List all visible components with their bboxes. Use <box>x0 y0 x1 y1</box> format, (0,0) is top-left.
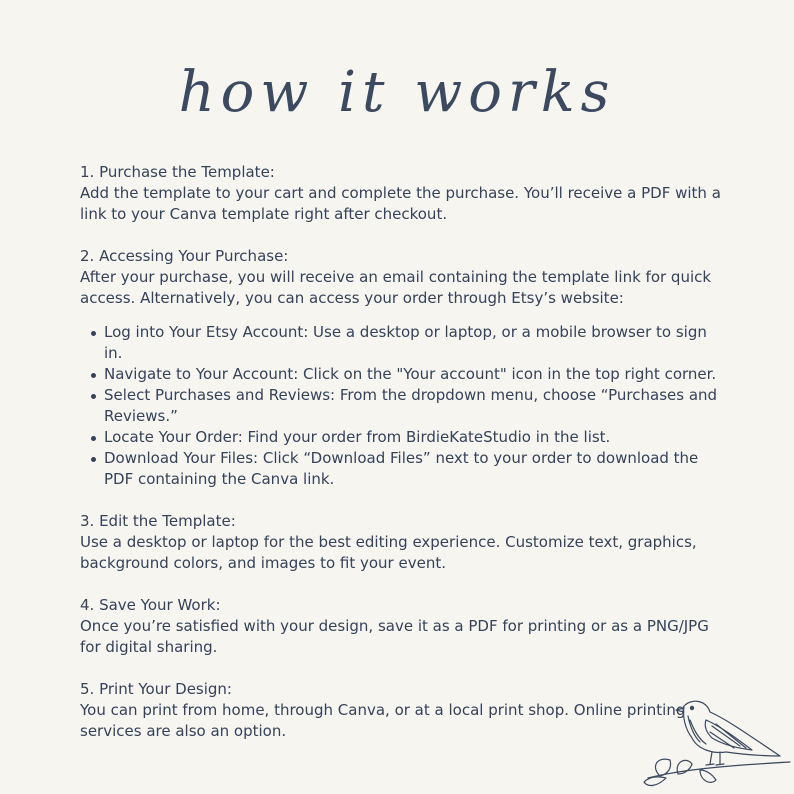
section-save <box>80 595 730 658</box>
section-accessing <box>80 246 730 490</box>
section-heading: 3. Edit the Template: <box>80 512 236 530</box>
section-edit <box>80 511 730 574</box>
page-title: how it works <box>178 60 616 125</box>
bird-on-branch-icon <box>640 690 794 794</box>
section-body: After your purchase, you will receive an email containing the template link for quick access. Alternatively, you can access your order through Etsy’s website: <box>80 268 712 307</box>
section-heading: 5. Print Your Design: <box>80 680 232 698</box>
section-purchase <box>80 162 730 225</box>
section-heading: 1. Purchase the Template: <box>80 163 275 181</box>
list-item: Select Purchases and Reviews: From the dropdown menu, choose “Purchases and Reviews.” <box>104 385 730 427</box>
section-body: Add the template to your cart and complete the purchase. You’ll receive a PDF with a link to your Canva template right after checkout. <box>80 184 721 223</box>
section-body: Use a desktop or laptop for the best editing experience. Customize text, graphics, background colors, and images to fit your event. <box>80 533 697 572</box>
section-print <box>80 679 730 742</box>
list-item: Log into Your Etsy Account: Use a desktop or laptop, or a mobile browser to sign in. <box>104 322 730 364</box>
list-item: Download Your Files: Click “Download Files” next to your order to download the PDF containing the Canva link. <box>104 448 730 490</box>
access-steps-list <box>80 322 730 490</box>
instructions <box>80 162 730 763</box>
section-heading: 4. Save Your Work: <box>80 596 221 614</box>
section-heading: 2. Accessing Your Purchase: <box>80 247 289 265</box>
section-body: You can print from home, through Canva, or at a local print shop. Online printing services are also an option. <box>80 701 686 740</box>
list-item: Locate Your Order: Find your order from BirdieKateStudio in the list. <box>104 427 730 448</box>
list-item: Navigate to Your Account: Click on the "Your account" icon in the top right corner. <box>104 364 730 385</box>
section-body: Once you’re satisfied with your design, save it as a PDF for printing or as a PNG/JPG for digital sharing. <box>80 617 709 656</box>
